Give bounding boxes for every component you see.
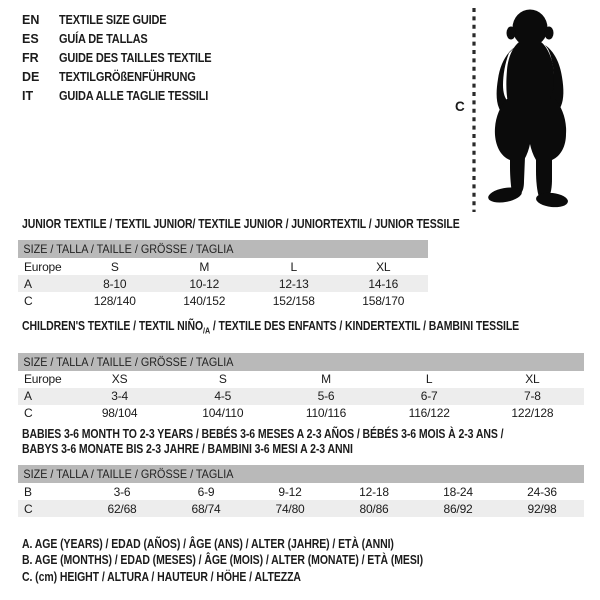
size-cell: 24-36 — [527, 484, 557, 499]
children-title-subscript: /A — [203, 325, 211, 336]
table-row-europe — [18, 371, 584, 388]
size-cell: 92/98 — [500, 500, 584, 517]
size-header-row — [18, 240, 428, 258]
babies-table-title — [22, 427, 504, 457]
size-cell: XL — [376, 259, 391, 274]
language-row-es — [22, 32, 232, 51]
language-code: ES — [22, 32, 39, 46]
size-cell: 110/116 — [305, 406, 347, 420]
language-code: EN — [22, 13, 40, 27]
size-cell: 104/110 — [202, 406, 244, 420]
language-row-de — [22, 70, 232, 89]
language-code: IT — [22, 89, 34, 103]
size-cell: 10-12 — [160, 275, 250, 292]
language-label: GUIDE DES TAILLES TEXTILE — [59, 51, 212, 65]
size-cell: M — [199, 259, 210, 274]
size-cell: 12-18 — [359, 484, 389, 499]
language-label: TEXTILE SIZE GUIDE — [59, 13, 167, 27]
size-cell: 14-16 — [339, 275, 429, 292]
size-cell: 9-12 — [278, 484, 302, 499]
size-cell: M — [321, 372, 331, 386]
footnote-c-height: C. (cm) HEIGHT / ALTURA / HAUTEUR / HÖHE / ALTEZZA — [22, 569, 301, 584]
size-cell: 80/86 — [332, 500, 416, 517]
language-list — [22, 13, 232, 108]
size-cell: 5-6 — [274, 388, 377, 405]
size-header-label: SIZE / TALLA / TAILLE / GRÖSSE / TAGLIA — [23, 467, 234, 481]
size-cell: 62/68 — [80, 500, 164, 517]
junior-size-table — [18, 240, 428, 309]
table-row-height — [18, 292, 428, 309]
size-cell: 12-13 — [249, 275, 339, 292]
table-row-age-months — [18, 483, 584, 500]
language-row-it — [22, 89, 232, 108]
language-row-en — [22, 13, 232, 32]
size-cell: XS — [111, 372, 128, 386]
language-label: GUÍA DE TALLAS — [59, 32, 148, 46]
row-label: A — [18, 388, 68, 405]
row-label: Europe — [24, 372, 62, 386]
size-cell: S — [218, 372, 227, 386]
size-cell: 3-4 — [68, 388, 171, 405]
row-label: A — [18, 275, 70, 292]
size-cell: 3-6 — [113, 484, 131, 499]
size-cell: 6-9 — [197, 484, 215, 499]
children-textile-section — [18, 319, 584, 422]
row-label: C — [18, 500, 80, 517]
row-label: B — [24, 484, 32, 499]
height-measure-figure — [440, 0, 600, 215]
children-title-text-2: / TEXTILE DES ENFANTS / KINDERTEXTIL / BAMBINI TESSILE — [210, 319, 520, 333]
size-cell: 152/158 — [272, 293, 315, 308]
table-row-age — [18, 275, 428, 292]
size-cell: 4-5 — [171, 388, 274, 405]
row-label: Europe — [24, 259, 62, 274]
row-label: C — [24, 406, 33, 420]
size-cell: 98/104 — [101, 406, 138, 420]
children-table-title — [22, 319, 520, 339]
baby-silhouette — [482, 7, 582, 209]
row-label: C — [24, 293, 33, 308]
size-cell: 128/140 — [93, 293, 136, 308]
language-code: FR — [22, 51, 39, 65]
babies-title-line-2: BABYS 3-6 MONATE BIS 2-3 JAHRE / BAMBINI 3-6 MESI A 2-3 ANNI — [22, 442, 353, 456]
size-cell: L — [290, 259, 297, 274]
size-header-label: SIZE / TALLA / TAILLE / GRÖSSE / TAGLIA — [23, 242, 234, 256]
height-c-label: C — [455, 99, 465, 114]
size-cell: 8-10 — [70, 275, 160, 292]
size-header-row — [18, 465, 584, 483]
language-row-fr — [22, 51, 232, 70]
size-header-bar — [18, 353, 584, 371]
size-cell: L — [425, 372, 433, 386]
footnote-b-age-months: B. AGE (MONTHS) / EDAD (MESES) / ÂGE (MOIS) / ALTER (MONATE) / ETÀ (MESI) — [22, 553, 424, 568]
babies-textile-section — [18, 427, 584, 517]
size-cell: 18-24 — [443, 484, 473, 499]
children-size-table — [18, 353, 584, 422]
size-header-row — [18, 353, 584, 371]
babies-title-line-1: BABIES 3-6 MONTH TO 2-3 YEARS / BEBÉS 3-6 MESES A 2-3 AÑOS / BÉBÉS 3-6 MOIS À 2-3 ANS / — [22, 427, 504, 441]
size-header-bar — [18, 240, 428, 258]
footnote-a-age-years: A. AGE (YEARS) / EDAD (AÑOS) / ÂGE (ANS) / ALTER (JAHRE) / ETÀ (ANNI) — [22, 537, 394, 551]
junior-table-title: JUNIOR TEXTILE / TEXTIL JUNIOR/ TEXTILE JUNIOR / JUNIORTEXTIL / JUNIOR TESSILE — [22, 217, 460, 231]
size-cell: 68/74 — [164, 500, 248, 517]
size-cell: 116/122 — [408, 406, 450, 420]
size-cell: 86/92 — [416, 500, 500, 517]
size-header-label: SIZE / TALLA / TAILLE / GRÖSSE / TAGLIA — [23, 354, 234, 369]
junior-textile-section — [18, 217, 460, 309]
size-cell: 122/128 — [511, 406, 554, 420]
size-cell: 158/170 — [362, 293, 405, 308]
language-code: DE — [22, 70, 40, 84]
language-label: TEXTILGRÖßENFÜHRUNG — [59, 70, 196, 84]
height-dashed-line — [472, 8, 476, 212]
footnotes — [22, 536, 499, 585]
size-cell: 74/80 — [248, 500, 332, 517]
table-row-height — [18, 405, 584, 422]
language-label: GUIDA ALLE TAGLIE TESSILI — [59, 89, 209, 103]
table-row-age — [18, 388, 584, 405]
children-title-text: CHILDREN'S TEXTILE / TEXTIL NIÑO — [22, 319, 204, 333]
table-row-europe — [18, 258, 428, 275]
size-cell: 7-8 — [481, 388, 584, 405]
table-row-height — [18, 500, 584, 517]
size-cell: S — [110, 259, 119, 274]
babies-size-table — [18, 465, 584, 517]
size-header-bar — [18, 465, 584, 483]
size-cell: 6-7 — [378, 388, 481, 405]
size-cell: 140/152 — [183, 293, 226, 308]
size-cell: XL — [525, 372, 540, 386]
